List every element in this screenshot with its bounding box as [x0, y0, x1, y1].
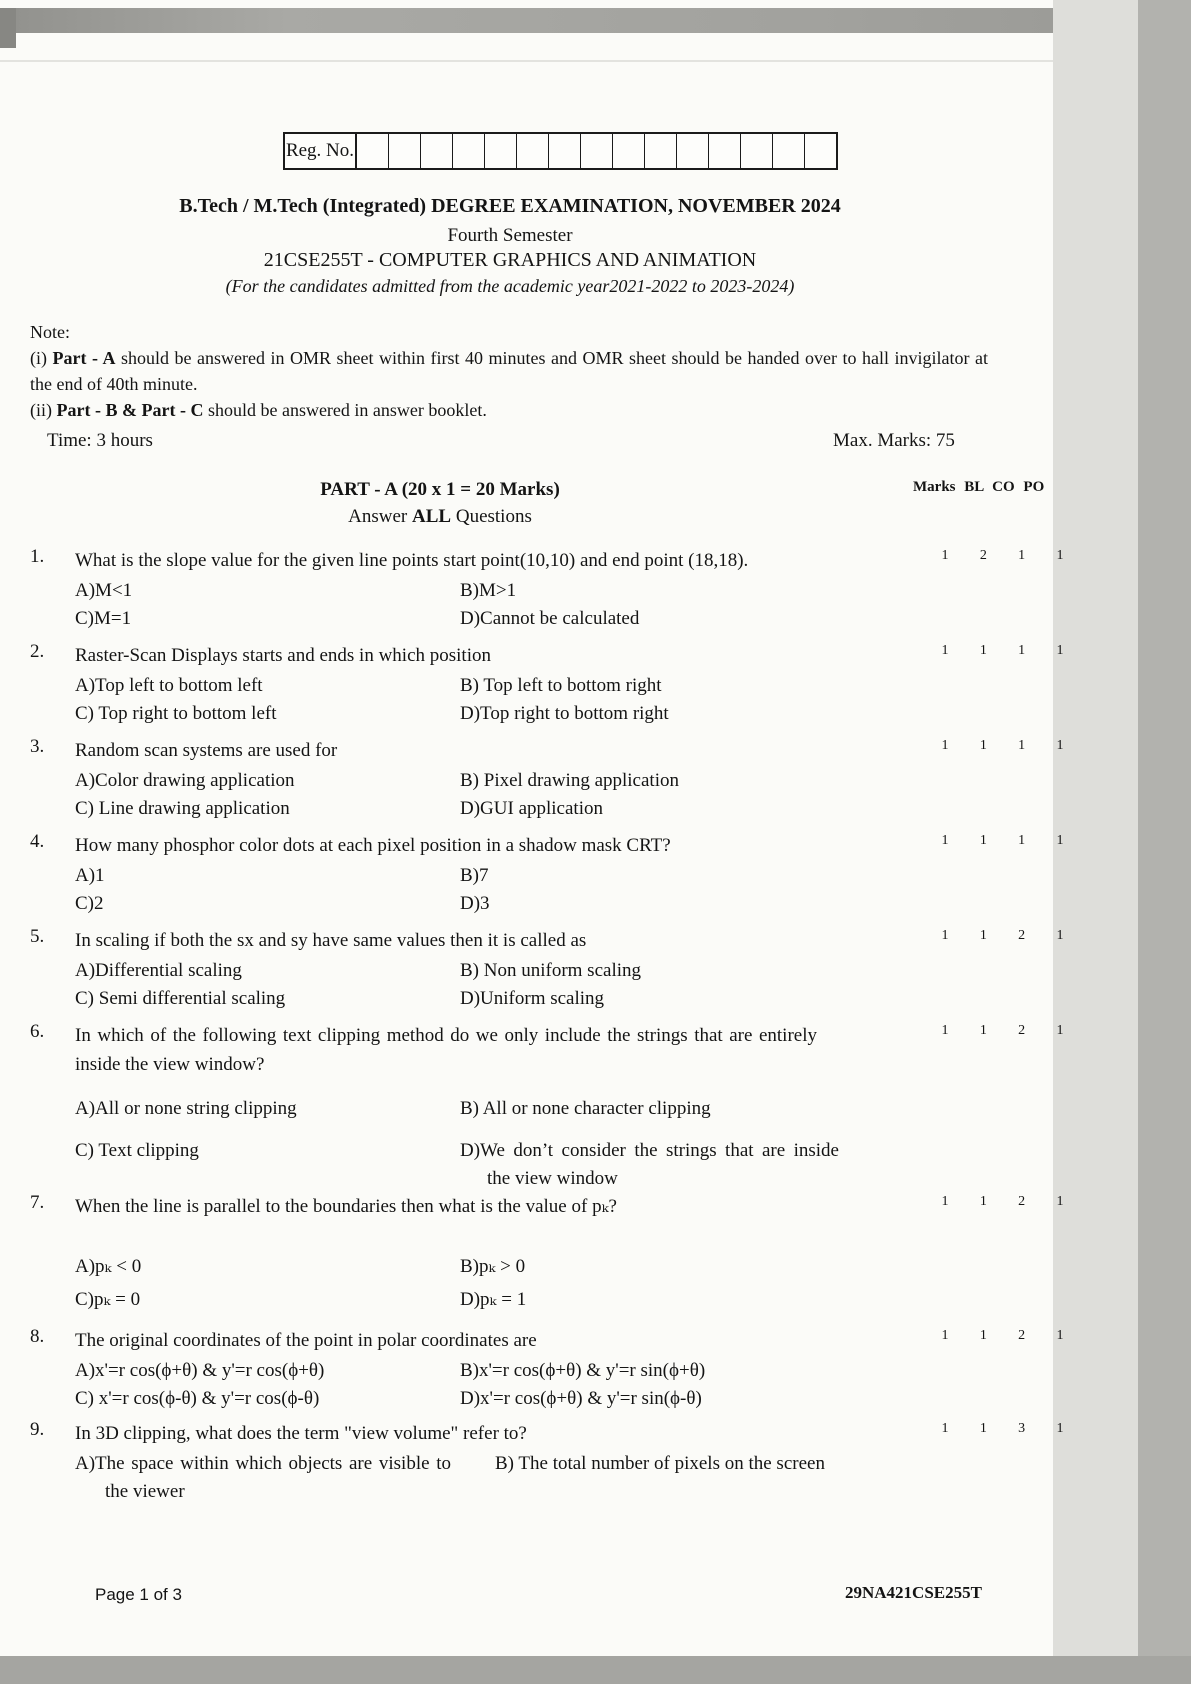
question-marks-row [935, 643, 1070, 659]
option-b: B)M>1 [460, 580, 517, 601]
question-2 [30, 641, 1075, 728]
option-a: A)The space within which objects are visible to the viewer [75, 1453, 451, 1502]
note-ii-prefix: (ii) [30, 400, 57, 420]
question-number: 6. [30, 1021, 45, 1042]
question-number: 2. [30, 641, 45, 662]
bl-value: 1 [979, 1023, 987, 1038]
scan-artifact-top-band [0, 8, 1150, 33]
page-number: Page 1 of 3 [95, 1585, 182, 1604]
po-value: 1 [1056, 1421, 1064, 1436]
note-item-ii [30, 397, 988, 423]
po-value: 1 [1056, 1023, 1064, 1038]
question-text: Random scan systems are used for [75, 740, 338, 761]
reg-number-cell [421, 134, 453, 168]
option-a: A)1 [75, 865, 105, 886]
marks-value: 1 [941, 1194, 949, 1209]
part-a-title: PART - A (20 x 1 = 20 Marks) [320, 479, 560, 500]
reg-number-cell [581, 134, 613, 168]
option-d: D)Uniform scaling [460, 988, 605, 1009]
option-c: C) x'=r cos(ϕ-θ) & y'=r cos(ϕ-θ) [75, 1388, 320, 1409]
po-value: 1 [1056, 1194, 1064, 1209]
reg-number-table [283, 132, 838, 170]
bl-value: 2 [979, 548, 987, 563]
question-text: How many phosphor color dots at each pixel position in a shadow mask CRT? [75, 835, 671, 856]
semester: Fourth Semester [447, 225, 573, 246]
reg-number-cell [709, 134, 741, 168]
option-d: D)pₖ = 1 [460, 1289, 527, 1310]
question-number: 8. [30, 1326, 45, 1347]
question-9 [30, 1419, 1075, 1506]
option-d: D)Cannot be calculated [460, 608, 640, 629]
question-4 [30, 831, 1075, 918]
option-a: A)pₖ < 0 [75, 1256, 142, 1277]
question-text: When the line is parallel to the boundaries then what is the value of pₖ? [75, 1196, 617, 1217]
reg-number-cell [805, 134, 836, 168]
paper-code: 29NA421CSE255T [845, 1583, 982, 1602]
marks-value: 1 [941, 1023, 949, 1038]
question-number: 9. [30, 1419, 45, 1440]
option-b: B) Top left to bottom right [460, 675, 662, 696]
option-b: B)pₖ > 0 [460, 1256, 526, 1277]
reg-number-cell [645, 134, 677, 168]
max-marks: Max. Marks: 75 [833, 430, 955, 451]
question-marks-row [935, 1421, 1070, 1437]
question-number: 7. [30, 1192, 45, 1213]
marks-column-header: Marks BL CO PO [913, 479, 1045, 495]
option-c: C)pₖ = 0 [75, 1289, 141, 1310]
question-8 [30, 1326, 1075, 1413]
po-value: 1 [1056, 643, 1064, 658]
option-a: A)All or none string clipping [75, 1098, 297, 1119]
scan-artifact-right-edge [1138, 0, 1191, 1684]
note-item-i [30, 345, 988, 397]
marks-value: 1 [941, 833, 949, 848]
option-b: B)x'=r cos(ϕ+θ) & y'=r sin(ϕ+θ) [460, 1360, 706, 1381]
option-c: C) Text clipping [75, 1140, 199, 1161]
option-a: A)M<1 [75, 580, 133, 601]
note-i-text: should be answered in OMR sheet within first 40 minutes and OMR sheet should be handed over to hall invigilator at the end of 40th minute. [30, 348, 988, 394]
marks-value: 1 [941, 928, 949, 943]
reg-number-label: Reg. No. [285, 134, 357, 168]
question-marks-row [935, 738, 1070, 754]
exam-title: B.Tech / M.Tech (Integrated) DEGREE EXAMINATION, NOVEMBER 2024 [179, 195, 841, 217]
reg-number-cell [613, 134, 645, 168]
question-marks-row [935, 548, 1070, 564]
note-ii-text: should be answered in answer booklet. [203, 400, 487, 420]
marks-value: 1 [941, 738, 949, 753]
question-5 [30, 926, 1075, 1013]
bl-value: 1 [979, 928, 987, 943]
reg-number-cell [773, 134, 805, 168]
po-value: 1 [1056, 1328, 1064, 1343]
co-value: 1 [1018, 643, 1026, 658]
question-text: In scaling if both the sx and sy have same values then it is called as [75, 930, 587, 951]
option-c: C) Top right to bottom left [75, 703, 277, 724]
reg-number-cell [677, 134, 709, 168]
reg-number-cell [741, 134, 773, 168]
reg-number-cell [357, 134, 389, 168]
option-b: B) Pixel drawing application [460, 770, 679, 791]
question-number: 1. [30, 546, 45, 567]
question-marks-row [935, 833, 1070, 849]
option-d: D)GUI application [460, 798, 603, 819]
co-value: 3 [1018, 1421, 1026, 1436]
option-d: D)Top right to bottom right [460, 703, 669, 724]
question-text: In 3D clipping, what does the term "view volume" refer to? [75, 1423, 527, 1444]
question-marks-row [935, 1023, 1070, 1039]
question-text: The original coordinates of the point in polar coordinates are [75, 1330, 537, 1351]
question-number: 5. [30, 926, 45, 947]
po-value: 1 [1056, 833, 1064, 848]
bl-value: 1 [979, 1328, 987, 1343]
po-value: 1 [1056, 738, 1064, 753]
bl-value: 1 [979, 738, 987, 753]
question-6 [30, 1021, 1075, 1193]
question-1 [30, 546, 1075, 633]
question-marks-row [935, 1194, 1070, 1210]
co-value: 2 [1018, 1194, 1026, 1209]
marks-value: 1 [941, 1421, 949, 1436]
question-marks-row [935, 928, 1070, 944]
option-d: D)We don’t consider the strings that are inside the view window [460, 1140, 839, 1189]
option-c: C) Line drawing application [75, 798, 290, 819]
bl-value: 1 [979, 1421, 987, 1436]
option-a: A)Top left to bottom left [75, 675, 263, 696]
co-value: 1 [1018, 833, 1026, 848]
option-b: B)7 [460, 865, 489, 886]
note-i-part-a: Part - A [52, 348, 116, 368]
answer-all-line: Answer ALL Questions [348, 506, 532, 527]
bl-value: 1 [979, 1194, 987, 1209]
part-a-heading [0, 476, 880, 530]
po-value: 1 [1056, 548, 1064, 563]
question-number: 3. [30, 736, 45, 757]
question-number: 4. [30, 831, 45, 852]
reg-number-cell [453, 134, 485, 168]
option-c: C) Semi differential scaling [75, 988, 286, 1009]
scan-artifact-corner [0, 8, 16, 48]
co-value: 1 [1018, 738, 1026, 753]
option-a: A)x'=r cos(ϕ+θ) & y'=r cos(ϕ+θ) [75, 1360, 325, 1381]
reg-number-cell [389, 134, 421, 168]
co-value: 2 [1018, 1328, 1026, 1343]
option-c: C)2 [75, 893, 104, 914]
option-c: C)M=1 [75, 608, 132, 629]
option-b: B) Non uniform scaling [460, 960, 642, 981]
course-title: 21CSE255T - COMPUTER GRAPHICS AND ANIMATION [263, 249, 757, 271]
po-value: 1 [1056, 928, 1064, 943]
note-heading: Note: [30, 322, 70, 342]
scan-artifact-bottom-band [0, 1656, 1191, 1684]
question-text: Raster-Scan Displays starts and ends in which position [75, 645, 491, 666]
marks-value: 1 [941, 548, 949, 563]
scan-artifact-line [0, 60, 1056, 62]
option-b: B) All or none character clipping [460, 1098, 711, 1119]
reg-number-cell [549, 134, 581, 168]
note-section [30, 319, 988, 423]
bl-value: 1 [979, 643, 987, 658]
option-a: A)Differential scaling [75, 960, 242, 981]
note-i-prefix: (i) [30, 348, 53, 368]
option-b: B) The total number of pixels on the screen [495, 1453, 825, 1474]
question-text: In which of the following text clipping method do we only include the strings that are entirely inside the view window? [75, 1025, 817, 1075]
option-d: D)3 [460, 893, 490, 914]
reg-number-cell [517, 134, 549, 168]
question-marks-row [935, 1328, 1070, 1344]
option-d: D)x'=r cos(ϕ+θ) & y'=r sin(ϕ-θ) [460, 1388, 702, 1409]
bl-value: 1 [979, 833, 987, 848]
co-value: 2 [1018, 928, 1026, 943]
question-text: What is the slope value for the given line points start point(10,10) and end point (18,18). [75, 550, 749, 571]
time-allowed: Time: 3 hours [47, 430, 153, 451]
admitted-years-note: (For the candidates admitted from the academic year2021-2022 to 2023-2024) [225, 276, 795, 296]
option-a: A)Color drawing application [75, 770, 295, 791]
question-3 [30, 736, 1075, 823]
co-value: 1 [1018, 548, 1026, 563]
co-value: 2 [1018, 1023, 1026, 1038]
note-ii-part-bc: Part - B & Part - C [56, 400, 204, 420]
reg-number-cell [485, 134, 517, 168]
marks-value: 1 [941, 1328, 949, 1343]
question-7 [30, 1192, 1075, 1314]
marks-value: 1 [941, 643, 949, 658]
